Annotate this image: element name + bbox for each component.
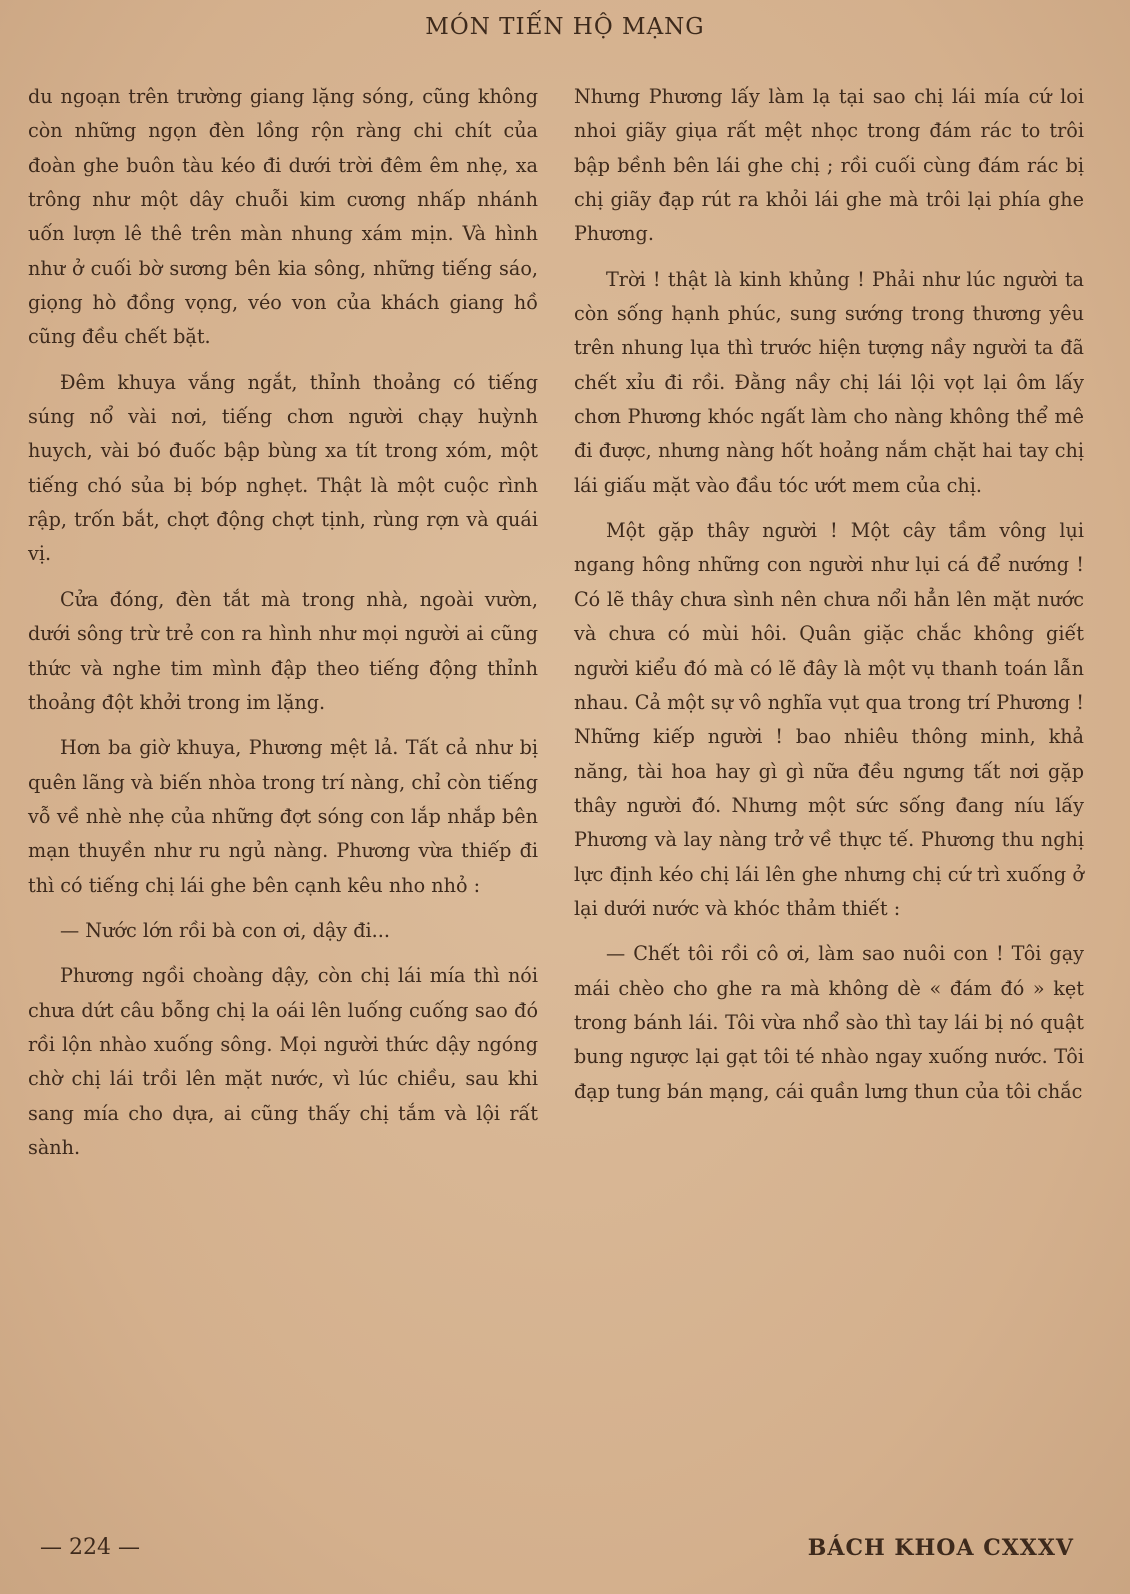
paragraph: Một gặp thây người ! Một cây tầm vông lụi ngang hông những con người như lụi cá để nướng ! Có lẽ thây chưa sình nên chưa nổi hẳn lên mặt nước và chưa có mùi hôi. Quân giặc chắc không giết người kiểu đó mà có lẽ đây là một vụ thanh toán lẫn nhau. Cả một sự vô nghĩa vụt qua trong trí Phương ! Những kiếp người ! bao nhiêu thông minh, khả năng, tài hoa hay gì gì nữa đều ngưng tất nơi gặp thây người đó. Nhưng một sức sống đang níu lấy Phương và lay nàng trở về thực tế. Phương thu nghị lực định kéo chị lái lên ghe nhưng chị cứ trì xuống ở lại dưới nước và khóc thảm thiết : (574, 519, 1084, 920)
running-title: MÓN TIẾN HỘ MẠNG (425, 14, 705, 40)
paragraph: Cửa đóng, đèn tắt mà trong nhà, ngoài vườn, dưới sông trừ trẻ con ra hình như mọi người ai cũng thức và nghe tim mình đập theo tiếng động thỉnh thoảng đột khởi trong im lặng. (28, 587, 538, 714)
paragraph: Đêm khuya vắng ngắt, thỉnh thoảng có tiếng súng nổ vài nơi, tiếng chơn người chạy huỳnh huych, vài bó đuốc bập bùng xa tít trong xóm, một tiếng chó sủa bị bóp nghẹt. Thật là một cuộc rình rập, trốn bắt, chợt động chợt tịnh, rùng rợn và quái vị. (28, 370, 538, 566)
left-column (28, 80, 538, 1176)
paragraph: Trời ! thật là kinh khủng ! Phải như lúc người ta còn sống hạnh phúc, sung sướng trong thương yêu trên nhung lụa thì trước hiện tượng nầy người ta đã chết xỉu đi rồi. Đằng nầy chị lái lội vọt lại ôm lấy chơn Phương khóc ngất làm cho nàng không thể mê đi được, nhưng nàng hốt hoảng nắm chặt hai tay chị lái giấu mặt vào đầu tóc ướt mem của chị. (574, 267, 1084, 497)
journal-issue: BÁCH KHOA CXXXV (807, 1535, 1074, 1561)
paragraph: du ngoạn trên trường giang lặng sóng, cũng không còn những ngọn đèn lồng rộn ràng chi chít của đoàn ghe buôn tàu kéo đi dưới trời đêm êm nhẹ, xa trông như một dây chuỗi kim cương nhấp nhánh uốn lượn lê thê trên màn nhung xám mịn. Và hình như ở cuối bờ sương bên kia sông, những tiếng sáo, giọng hò đồng vọng, véo von của khách giang hồ cũng đều chết bặt. (28, 85, 538, 349)
paragraph: Phương ngồi choàng dậy, còn chị lái mía thì nói chưa dứt câu bỗng chị la oái lên luống cuống sao đó rồi lộn nhào xuống sông. Mọi người thức dậy ngóng chờ chị lái trồi lên mặt nước, vì lúc chiều, sau khi sang mía cho dựa, ai cũng thấy chị tắm và lội rất sành. (28, 964, 538, 1159)
dialogue-line: — Chết tôi rồi cô ơi, làm sao nuôi con ! Tôi gạy mái chèo cho ghe ra mà không dè « đám đó » kẹt trong bánh lái. Tôi vừa nhổ sào thì tay lái bị nó quật bung ngược lại gạt tôi té nhào ngay xuống nước. Tôi đạp tung bán mạng, cái quần lưng thun của tôi chắc (574, 942, 1084, 1103)
paragraph: Nhưng Phương lấy làm lạ tại sao chị lái mía cứ loi nhoi giãy giụa rất mệt nhọc trong đám rác to trôi bập bềnh bên lái ghe chị ; rồi cuối cùng đám rác bị chị giãy đạp rút ra khỏi lái ghe mà trôi lại phía ghe Phương. (574, 85, 1084, 246)
dialogue-line: — Nước lớn rồi bà con ơi, dậy đi... (60, 918, 390, 942)
page-number: — 224 — (40, 1535, 140, 1560)
right-column (574, 80, 1084, 1120)
paragraph: Hơn ba giờ khuya, Phương mệt lả. Tất cả như bị quên lãng và biến nhòa trong trí nàng, chỉ còn tiếng vỗ về nhè nhẹ của những đợt sóng con lắp nhắp bên mạn thuyền như ru ngủ nàng. Phương vừa thiếp đi thì có tiếng chị lái ghe bên cạnh kêu nho nhỏ : (28, 736, 538, 897)
